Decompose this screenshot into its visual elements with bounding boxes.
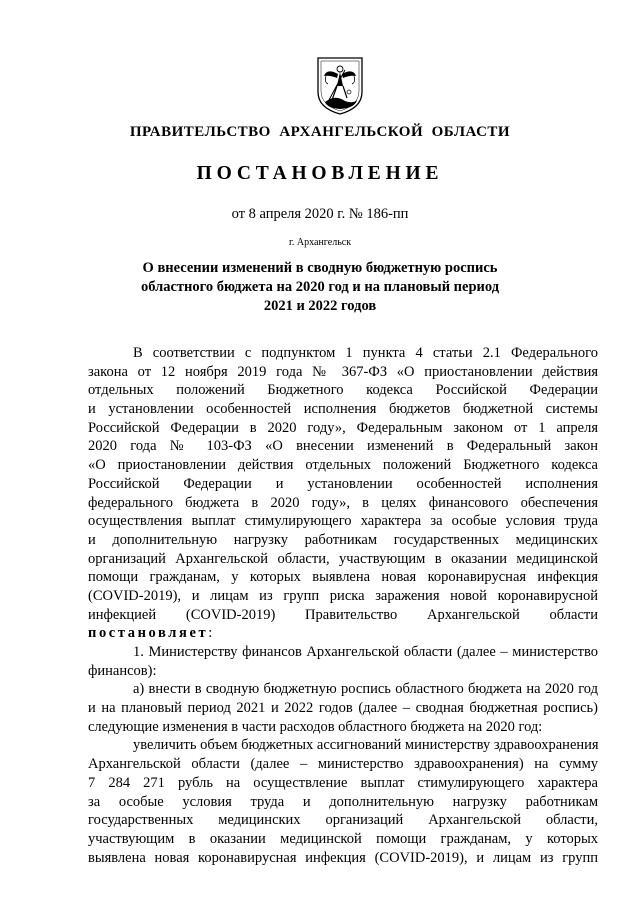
resolves-line [88,624,598,643]
text-line: выявлена новая коронавирусная инфекция (COVID-2019), и лицам из групп [88,849,598,866]
text-line: участвующим в оказании медицинской помощи гражданам, у которых [88,830,598,847]
coat-of-arms-icon [315,56,365,116]
document-body [88,344,598,867]
title-line: 2021 и 2022 годов [263,298,377,314]
text-line: 7 284 271 рубль на осуществление выплат стимулирующего характера [88,774,598,791]
text-line: государственных медицинских организаций Архангельской области, [88,812,598,829]
text-line: (COVID-2019), и лицам из групп риска заражения новой коронавирусной [88,587,598,604]
text-line: Архангельской области (далее – министерство здравоохранения) на сумму [88,756,598,773]
text-line: а) внести в сводную бюджетную роспись областного бюджета на 2020 год [133,681,598,698]
text-line: помощи гражданам, у которых выявлена новая коронавирусная инфекция [88,569,598,586]
document-date-number: от 8 апреля 2020 г. № 186-пп [231,206,409,222]
paragraph-item-1 [88,643,598,680]
text-line: закона от 12 ноября 2019 года № 367-ФЗ «О приостановлении действия [88,363,598,380]
text-line: федерального бюджета в 2020 году», в целях финансового обеспечения [88,494,598,511]
text-line: 2020 года № 103-ФЗ «О внесении изменений в Федеральный закон [88,438,598,455]
text-line: В соответствии с подпунктом 1 пункта 4 статьи 2.1 Федерального [133,345,598,361]
text-line: «О приостановлении действия отдельных положений Бюджетного кодекса [88,457,598,474]
text-line: отдельных положений Бюджетного кодекса Российской Федерации [88,382,598,399]
text-line: 1. Министерству финансов Архангельской области (далее – министерство [133,644,598,660]
document-type: ПОСТАНОВЛЕНИЕ [196,163,444,184]
text-line: и дополнительную нагрузку работникам государственных медицинских [88,531,598,548]
text-line: Российской Федерации и установлении особенностей исполнения [88,475,598,492]
text-line: и установлении особенностей исполнения бюджетов бюджетной системы [88,401,598,418]
text-line: инфекцией (COVID-2019) Правительство Архангельской области [88,606,598,623]
paragraph-item-1a [88,680,598,736]
text-line: увеличить объем бюджетных ассигнований министерству здравоохранения [133,737,599,754]
title-line: областного бюджета на 2020 год и на плановый период [140,279,500,295]
text-line: за особые условия труда и дополнительную нагрузку работникам [88,793,598,810]
paragraph-preamble [88,344,598,643]
text-line: Российской Федерации в 2020 году», Федеральным законом от 1 апреля [88,419,598,436]
text-line: следующие изменения в части расходов областного бюджета на 2020 год: [88,718,543,735]
text-line: финансов): [88,662,157,679]
text-line: и на плановый период 2021 и 2022 годов (далее – сводная бюджетная роспись) [88,700,598,717]
document-city: г. Архангельск [288,237,352,248]
document-title [0,259,640,316]
government-name: ПРАВИТЕЛЬСТВО АРХАНГЕЛЬСКОЙ ОБЛАСТИ [129,124,511,140]
text-line: осуществления выплат стимулирующего характера за особые условия труда [88,513,598,530]
resolves-colon: : [208,625,213,642]
title-line: О внесении изменений в сводную бюджетную роспись [142,260,498,276]
resolves-word: постановляет [88,625,209,642]
paragraph-increase [88,736,598,867]
text-line: организаций Архангельской области, участвующим в оказании медицинской [88,550,598,567]
